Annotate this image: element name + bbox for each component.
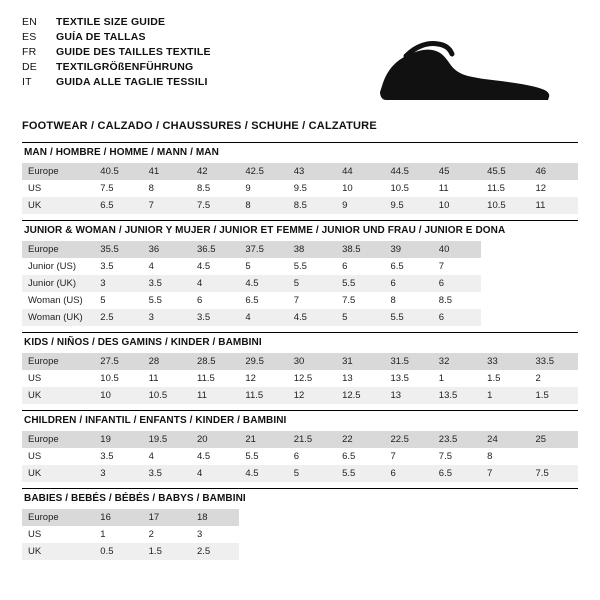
- size-cell: 6: [293, 451, 300, 462]
- size-cell: 24: [481, 431, 529, 448]
- size-cell: 19: [94, 431, 142, 448]
- table-row: [22, 543, 578, 560]
- size-cell: 4.5: [239, 465, 287, 482]
- size-cell: 45: [433, 163, 481, 180]
- size-cell: 4.5: [197, 261, 211, 272]
- size-cell: 8: [390, 295, 396, 306]
- size-cell: 1.5: [487, 373, 501, 384]
- size-cell: 4: [239, 309, 287, 326]
- size-cell: 32: [433, 353, 481, 370]
- row-label: UK: [22, 465, 94, 482]
- size-cell: [481, 275, 529, 292]
- size-cell: 19.5: [143, 431, 191, 448]
- size-cell: 7: [438, 261, 445, 272]
- size-cell: 10: [433, 197, 481, 214]
- size-cell: 5.5: [245, 451, 259, 462]
- size-cell: 38: [288, 241, 336, 258]
- document-header: [22, 16, 578, 108]
- size-cell: 44: [336, 163, 384, 180]
- size-block-title: MAN / HOMBRE / HOMME / MANN / MAN: [22, 142, 578, 163]
- size-cell: 10.5: [481, 197, 529, 214]
- size-cell: 5.5: [336, 465, 384, 482]
- size-cell: [530, 309, 578, 326]
- size-cell: [384, 526, 432, 543]
- table-row: [22, 448, 578, 465]
- row-label: Woman (US): [28, 295, 83, 306]
- language-title: GUIDA ALLE TAGLIE TESSILI: [56, 76, 208, 88]
- size-cell: 21: [239, 431, 287, 448]
- size-cell: 12.5: [293, 373, 313, 384]
- size-table: [22, 353, 578, 404]
- size-cell: 1.5: [530, 387, 578, 404]
- size-cell: 36: [143, 241, 191, 258]
- size-cell: 1: [100, 529, 106, 540]
- size-table-blocks: [22, 142, 578, 560]
- size-cell: 8: [239, 197, 287, 214]
- table-row: [22, 292, 578, 309]
- size-cell: 30: [288, 353, 336, 370]
- size-cell: [336, 543, 384, 560]
- language-row: [22, 61, 211, 76]
- size-cell: 11.5: [487, 183, 505, 194]
- size-cell: 9.5: [384, 197, 432, 214]
- size-cell: 4: [191, 275, 239, 292]
- language-title: GUÍA DE TALLAS: [56, 31, 146, 43]
- size-cell: [481, 543, 529, 560]
- size-cell: 12: [535, 183, 547, 194]
- table-row: [22, 353, 578, 370]
- size-cell: 12.5: [336, 387, 384, 404]
- row-label: UK: [22, 543, 94, 560]
- size-block: [22, 142, 578, 214]
- size-cell: 10.5: [390, 183, 409, 194]
- size-cell: 20: [191, 431, 239, 448]
- size-cell: 6.5: [433, 465, 481, 482]
- size-cell: 33.5: [530, 353, 578, 370]
- table-row: [22, 258, 578, 275]
- size-cell: [288, 526, 336, 543]
- size-cell: [481, 241, 529, 258]
- size-cell: 8.5: [288, 197, 336, 214]
- size-cell: 35.5: [94, 241, 142, 258]
- size-cell: 39: [384, 241, 432, 258]
- size-cell: [530, 258, 578, 275]
- size-cell: 3.5: [143, 275, 191, 292]
- language-row: [22, 31, 211, 46]
- size-cell: 13: [342, 373, 353, 384]
- size-cell: 25: [530, 431, 578, 448]
- size-cell: 17: [143, 509, 191, 526]
- row-label: US: [28, 451, 42, 462]
- size-cell: 2: [535, 373, 541, 384]
- table-row: [22, 370, 578, 387]
- size-cell: [481, 292, 529, 309]
- size-cell: 9: [245, 183, 251, 194]
- size-block-title: CHILDREN / INFANTIL / ENFANTS / KINDER / BAMBINI: [22, 410, 578, 431]
- size-cell: 7.5: [342, 295, 356, 306]
- row-label: UK: [22, 197, 94, 214]
- size-cell: [384, 543, 432, 560]
- size-block: [22, 410, 578, 482]
- language-title: TEXTILGRÖßENFÜHRUNG: [56, 61, 194, 73]
- row-label: Europe: [22, 431, 94, 448]
- size-cell: 3: [143, 309, 191, 326]
- size-cell: 11: [148, 373, 159, 384]
- size-cell: [530, 241, 578, 258]
- size-cell: 6: [197, 295, 203, 306]
- size-cell: 3.5: [100, 261, 114, 272]
- size-cell: 13.5: [433, 387, 481, 404]
- size-cell: [433, 543, 481, 560]
- size-cell: 10: [342, 183, 353, 194]
- dress-shoe-icon: [376, 34, 556, 104]
- language-code: DE: [22, 61, 37, 73]
- size-cell: 8: [148, 183, 154, 194]
- language-row: [22, 46, 211, 61]
- size-cell: 4: [191, 465, 239, 482]
- size-cell: 46: [530, 163, 578, 180]
- row-label: US: [28, 529, 42, 540]
- size-cell: 3: [94, 465, 142, 482]
- row-label: UK: [22, 387, 94, 404]
- language-row: [22, 76, 211, 91]
- size-cell: [530, 543, 578, 560]
- size-cell: 7: [481, 465, 529, 482]
- size-cell: 3: [94, 275, 142, 292]
- row-label: Europe: [22, 241, 94, 258]
- size-cell: 2: [148, 529, 154, 540]
- size-block-title: KIDS / NIÑOS / DES GAMINS / KINDER / BAMBINI: [22, 332, 578, 353]
- size-cell: 1: [438, 373, 445, 384]
- size-cell: 8.5: [197, 183, 211, 194]
- size-table: [22, 163, 578, 214]
- size-cell: 12: [245, 373, 256, 384]
- size-cell: [239, 509, 287, 526]
- size-cell: 36.5: [191, 241, 239, 258]
- size-cell: 28.5: [191, 353, 239, 370]
- row-label: Europe: [22, 353, 94, 370]
- size-cell: 33: [481, 353, 529, 370]
- size-cell: 3.5: [191, 309, 239, 326]
- size-cell: 4.5: [197, 451, 211, 462]
- row-label: Woman (UK): [22, 309, 94, 326]
- size-cell: 2.5: [94, 309, 142, 326]
- size-cell: 11: [530, 197, 578, 214]
- size-cell: 8.5: [438, 295, 453, 306]
- size-cell: 6: [342, 261, 348, 272]
- size-cell: 23.5: [433, 431, 481, 448]
- size-block: [22, 488, 578, 560]
- size-cell: 3.5: [143, 465, 191, 482]
- size-cell: 6.5: [94, 197, 142, 214]
- table-row: [22, 163, 578, 180]
- size-cell: 5.5: [384, 309, 432, 326]
- size-cell: 41: [143, 163, 191, 180]
- size-cell: 11.5: [197, 373, 215, 384]
- size-cell: 1: [481, 387, 529, 404]
- size-cell: 31.5: [384, 353, 432, 370]
- size-cell: 1.5: [143, 543, 191, 560]
- size-cell: 5.5: [148, 295, 162, 306]
- size-cell: [384, 509, 432, 526]
- size-cell: 7: [390, 451, 396, 462]
- size-cell: 22: [336, 431, 384, 448]
- size-cell: 11: [438, 183, 449, 194]
- size-cell: 40: [433, 241, 481, 258]
- language-title: GUIDE DES TAILLES TEXTILE: [56, 46, 211, 58]
- size-cell: 31: [336, 353, 384, 370]
- table-row: [22, 465, 578, 482]
- size-cell: 9.5: [293, 183, 307, 194]
- size-cell: 4: [148, 261, 154, 272]
- size-cell: [336, 509, 384, 526]
- size-cell: [433, 509, 481, 526]
- size-cell: 45.5: [481, 163, 529, 180]
- size-cell: 7: [143, 197, 191, 214]
- size-cell: 5.5: [293, 261, 307, 272]
- language-code: ES: [22, 31, 37, 43]
- size-cell: 3: [197, 529, 203, 540]
- footwear-section-title: FOOTWEAR / CALZADO / CHAUSSURES / SCHUHE / CALZATURE: [22, 120, 377, 132]
- size-cell: 5: [288, 275, 336, 292]
- table-row: [22, 526, 578, 543]
- size-cell: 4: [148, 451, 154, 462]
- size-cell: [288, 543, 336, 560]
- size-cell: 42: [191, 163, 239, 180]
- size-cell: 5: [100, 295, 106, 306]
- table-row: [22, 309, 578, 326]
- language-title-body: [22, 16, 211, 91]
- size-cell: 7.5: [530, 465, 578, 482]
- size-cell: 13: [384, 387, 432, 404]
- table-row: [22, 509, 578, 526]
- row-label: US: [28, 183, 42, 194]
- size-cell: 37.5: [239, 241, 287, 258]
- size-cell: 21.5: [288, 431, 336, 448]
- size-cell: 18: [191, 509, 239, 526]
- size-cell: 10: [94, 387, 142, 404]
- size-block-title: JUNIOR & WOMAN / JUNIOR Y MUJER / JUNIOR ET FEMME / JUNIOR UND FRAU / JUNIOR E DONA: [22, 220, 578, 241]
- size-block: [22, 332, 578, 404]
- size-cell: 6.5: [390, 261, 404, 272]
- size-cell: [530, 292, 578, 309]
- language-code: IT: [22, 76, 32, 88]
- language-title-list: [22, 16, 211, 91]
- table-row: [22, 241, 578, 258]
- size-cell: [481, 509, 529, 526]
- size-cell: 16: [94, 509, 142, 526]
- size-cell: 4.5: [239, 275, 287, 292]
- size-cell: 13.5: [390, 373, 409, 384]
- size-cell: 6: [384, 465, 432, 482]
- size-cell: 43: [288, 163, 336, 180]
- size-cell: 4.5: [288, 309, 336, 326]
- size-table: [22, 241, 578, 326]
- size-block-title: BABIES / BEBÉS / BÉBÉS / BABYS / BAMBINI: [22, 488, 578, 509]
- size-cell: 22.5: [384, 431, 432, 448]
- size-cell: 38.5: [336, 241, 384, 258]
- size-cell: [433, 526, 481, 543]
- size-cell: 5: [288, 465, 336, 482]
- row-label: Europe: [22, 163, 94, 180]
- table-row: [22, 180, 578, 197]
- size-cell: [481, 526, 529, 543]
- size-cell: [530, 275, 578, 292]
- size-cell: 2.5: [191, 543, 239, 560]
- size-cell: [530, 526, 578, 543]
- size-cell: 7.5: [100, 183, 114, 194]
- table-row: [22, 387, 578, 404]
- size-cell: [530, 448, 578, 465]
- size-cell: [288, 509, 336, 526]
- size-block: [22, 220, 578, 326]
- size-cell: [239, 543, 287, 560]
- size-cell: 44.5: [384, 163, 432, 180]
- size-cell: 10.5: [143, 387, 191, 404]
- language-row: [22, 16, 211, 31]
- size-table: [22, 509, 578, 560]
- language-title: TEXTILE SIZE GUIDE: [56, 16, 166, 28]
- size-cell: 42.5: [239, 163, 287, 180]
- size-cell: 3.5: [100, 451, 114, 462]
- size-cell: 6.5: [342, 451, 356, 462]
- size-cell: 5: [245, 261, 251, 272]
- size-cell: 9: [336, 197, 384, 214]
- size-cell: [239, 526, 287, 543]
- table-row: [22, 275, 578, 292]
- size-cell: 10.5: [100, 373, 119, 384]
- size-cell: 8: [487, 451, 493, 462]
- size-cell: [336, 526, 384, 543]
- table-row: [22, 431, 578, 448]
- size-cell: 11.5: [239, 387, 287, 404]
- size-cell: 11: [191, 387, 239, 404]
- size-cell: 6: [384, 275, 432, 292]
- size-cell: 5: [336, 309, 384, 326]
- size-cell: [481, 258, 529, 275]
- size-cell: 6: [433, 309, 481, 326]
- size-cell: 7.5: [191, 197, 239, 214]
- row-label: Junior (US): [28, 261, 77, 272]
- size-cell: 6.5: [245, 295, 259, 306]
- size-cell: 40.5: [94, 163, 142, 180]
- row-label: Junior (UK): [22, 275, 94, 292]
- size-table: [22, 431, 578, 482]
- size-cell: 6: [433, 275, 481, 292]
- size-cell: 29.5: [239, 353, 287, 370]
- row-label: Europe: [22, 509, 94, 526]
- size-cell: 5.5: [336, 275, 384, 292]
- size-cell: 0.5: [94, 543, 142, 560]
- size-cell: 28: [143, 353, 191, 370]
- size-cell: 7: [293, 295, 300, 306]
- language-code: EN: [22, 16, 37, 28]
- language-code: FR: [22, 46, 37, 58]
- size-cell: 7.5: [438, 451, 453, 462]
- size-cell: [530, 509, 578, 526]
- size-cell: 27.5: [94, 353, 142, 370]
- row-label: US: [28, 373, 42, 384]
- table-row: [22, 197, 578, 214]
- size-cell: [481, 309, 529, 326]
- size-cell: 12: [288, 387, 336, 404]
